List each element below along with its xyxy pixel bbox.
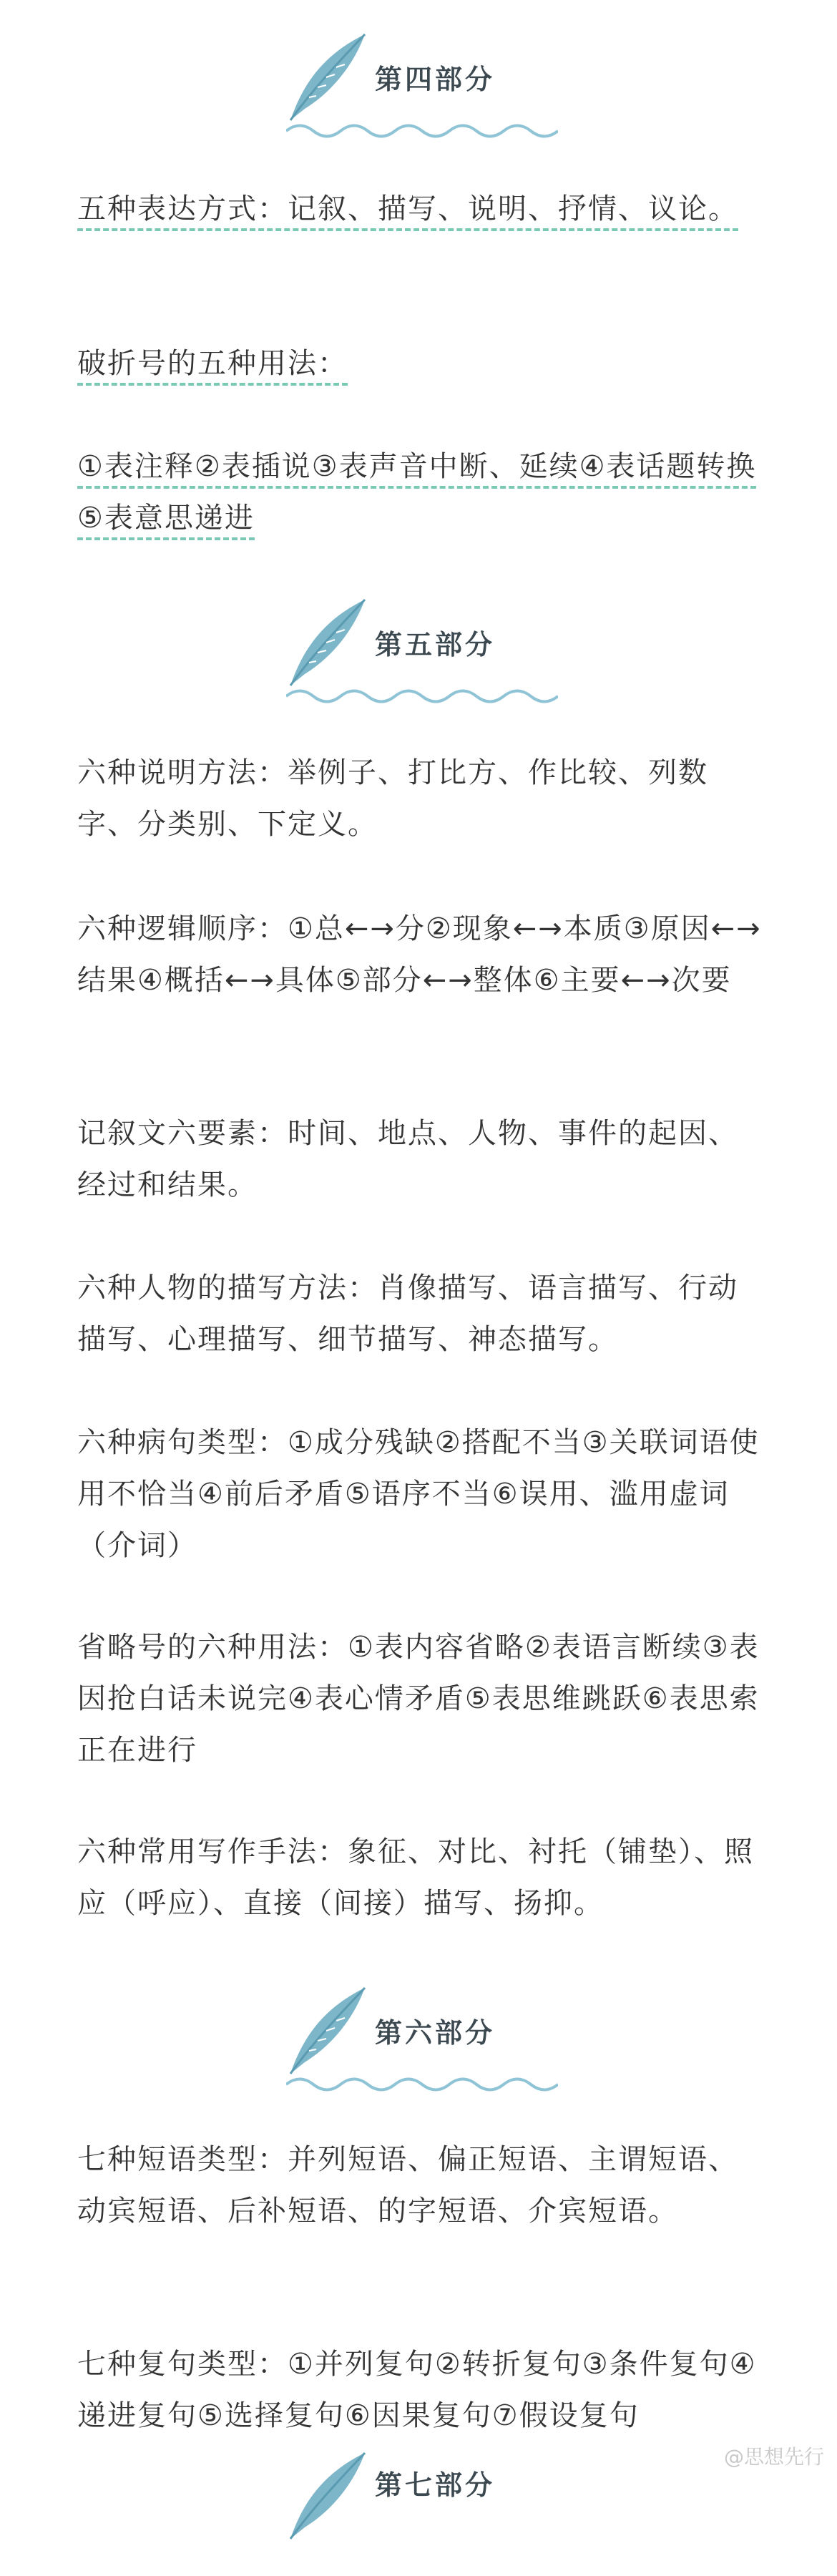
section-header-7 [0,2447,837,2576]
feather-icon [280,1982,373,2082]
paragraph: 记叙文六要素：时间、地点、人物、事件的起因、经过和结果。 [77,1117,738,1201]
section-header-6 [0,1982,837,2111]
paragraph: 六种人物的描写方法：肖像描写、语言描写、行动描写、心理描写、细节描写、神态描写。 [77,1272,738,1356]
section-title: 第四部分 [375,64,496,95]
paragraph: 六种病句类型：①成分残缺②搭配不当③关联词语使用不恰当④前后矛盾⑤语序不当⑥误用、滥用虚词（介词） [77,1426,760,1562]
wave-divider [286,120,558,142]
watermark: @思想先行 [723,2445,824,2469]
paragraph: 六种说明方法：举例子、打比方、作比较、列数字、分类别、下定义。 [77,756,708,841]
paragraph: 六种常用写作手法：象征、对比、衬托（铺垫）、照应（呼应）、直接（间接）描写、扬抑。 [77,1835,754,1920]
section-title: 第七部分 [375,2469,496,2501]
paragraph: 五种表达方式：记叙、描写、说明、抒情、议论。 [77,183,764,235]
paragraph: 六种逻辑顺序：①总←→分②现象←→本质③原因←→结果④概括←→具体⑤部分←→整体⑥主要←→次要 [77,912,762,997]
paragraph: 七种复句类型：①并列复句②转折复句③条件复句④递进复句⑤选择复句⑥因果复句⑦假设复句 [77,2348,757,2432]
wave-divider [286,2074,558,2095]
paragraph: 七种短语类型：并列短语、偏正短语、主谓短语、动宾短语、后补短语、的字短语、介宾短语。 [77,2143,738,2228]
section-title: 第五部分 [375,629,496,660]
section-header-5 [0,594,837,723]
wave-divider [286,686,558,707]
feather-icon [280,594,373,694]
paragraph: 省略号的六种用法：①表内容省略②表语言断续③表因抢白话未说完④表心情矛盾⑤表思维跳跃⑥表思索正在进行 [77,1631,760,1767]
paragraph: 破折号的五种用法： [77,338,764,389]
feather-icon [280,29,373,129]
paragraph: ①表注释②表插说③表声音中断、延续④表话题转换⑤表意思递进 [77,441,764,544]
section-title: 第六部分 [375,2017,496,2049]
feather-icon [280,2447,373,2547]
section-header-4 [0,29,837,157]
